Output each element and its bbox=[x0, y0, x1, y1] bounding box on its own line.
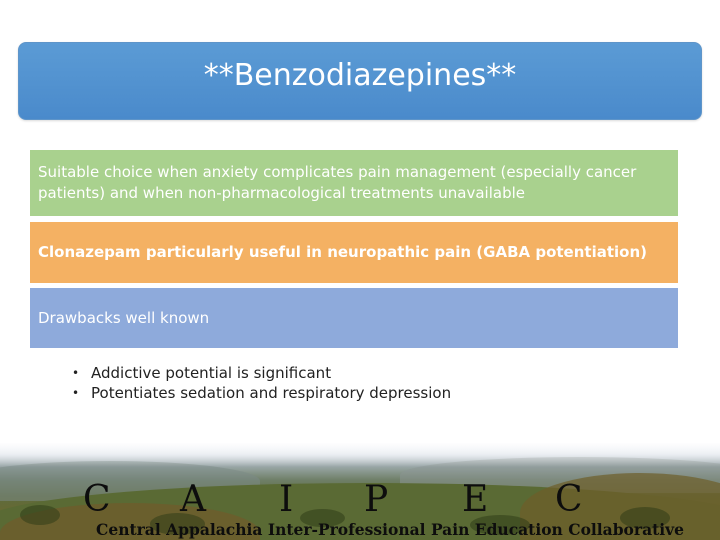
list-item bbox=[72, 363, 632, 383]
logo-letter: E bbox=[462, 479, 489, 520]
bullet-icon: • bbox=[72, 366, 80, 380]
logo-letter: P bbox=[364, 479, 389, 520]
point-text: Drawbacks well known bbox=[38, 308, 210, 327]
point-box-drawbacks bbox=[30, 288, 678, 348]
caipec-logo-letters bbox=[0, 480, 720, 520]
logo-letter: A bbox=[180, 479, 206, 520]
slide-title: **Benzodiazepines** bbox=[203, 57, 517, 93]
point-text: Clonazepam particularly useful in neuropathic pain (GABA potentiation) bbox=[38, 243, 647, 261]
point-box-clonazepam bbox=[30, 222, 678, 283]
logo-letter: C bbox=[555, 479, 583, 520]
point-box-suitable-choice bbox=[30, 150, 678, 216]
drawbacks-bullet-list bbox=[72, 363, 632, 403]
list-item bbox=[72, 383, 632, 403]
logo-letter: I bbox=[279, 479, 294, 520]
title-banner bbox=[18, 42, 702, 120]
organization-caption: Central Appalachia Inter-Professional Pain Education Collaborative bbox=[96, 520, 685, 539]
bullet-icon: • bbox=[72, 386, 80, 400]
bullet-text: Addictive potential is significant bbox=[91, 364, 332, 382]
logo-letter: C bbox=[83, 479, 111, 520]
bullet-text: Potentiates sedation and respiratory depression bbox=[91, 384, 452, 402]
point-text: Suitable choice when anxiety complicates pain management (especially cancer patients) and when non-pharmacological treatments unavailable bbox=[38, 163, 637, 202]
